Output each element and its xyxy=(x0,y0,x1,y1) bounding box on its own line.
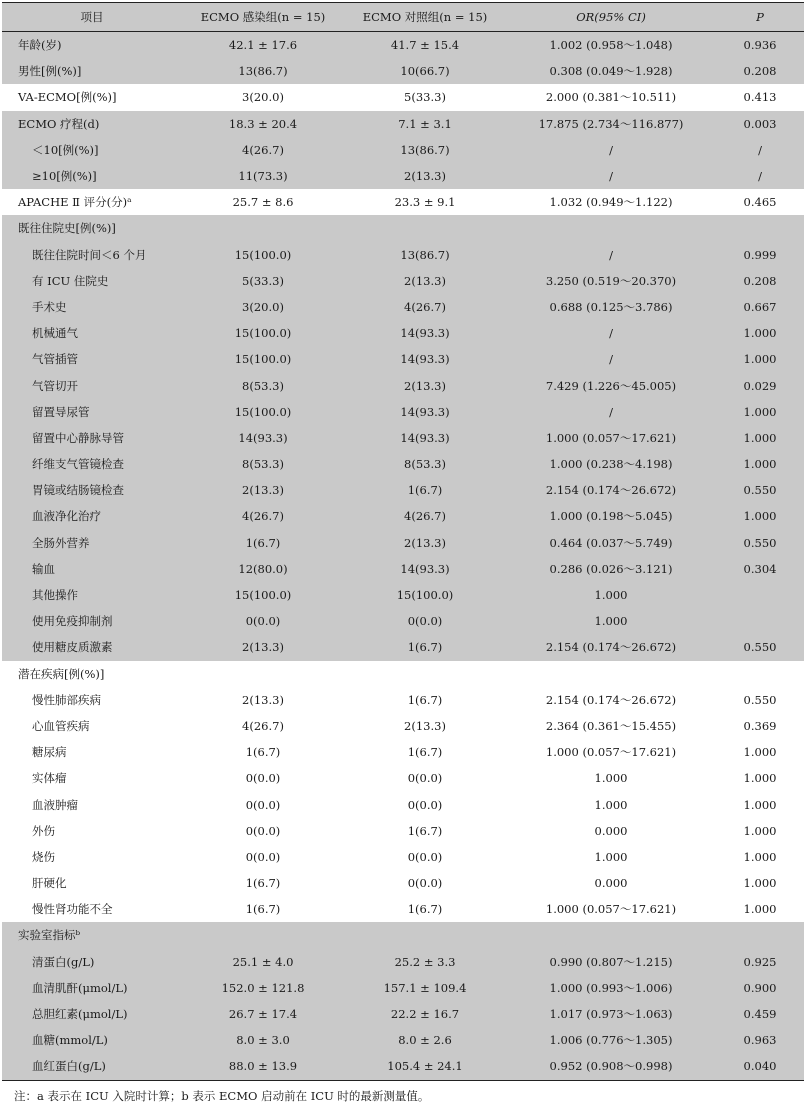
cell-infection-group: 25.1 ± 4.0 xyxy=(182,949,344,975)
cell-infection-group: 4(26.7) xyxy=(242,718,284,733)
table-row xyxy=(2,608,804,634)
cell-infection-group: 0(0.0) xyxy=(245,771,281,786)
cell-infection-group: 15(100.0) xyxy=(182,582,344,608)
table-row xyxy=(2,713,804,739)
cell-odds-ratio: 0.990 (0.807～1.215) xyxy=(506,949,716,975)
cell-odds-ratio: / xyxy=(506,137,716,163)
cell-control-group: 2(13.3) xyxy=(404,718,446,733)
row-label: 使用糖皮质激素 xyxy=(2,634,182,660)
cell-p-value: 0.369 xyxy=(743,718,777,733)
cell-control-group: 0(0.0) xyxy=(344,608,506,634)
cell-infection-group: 88.0 ± 13.9 xyxy=(182,1053,344,1080)
cell-odds-ratio: 1.000 xyxy=(594,797,628,812)
cell-odds-ratio: 0.952 (0.908～0.998) xyxy=(506,1053,716,1080)
cell-odds-ratio: 1.000 (0.993～1.006) xyxy=(506,975,716,1001)
cell-odds-ratio xyxy=(506,922,716,948)
cell-odds-ratio: 7.429 (1.226～45.005) xyxy=(506,372,716,398)
cell-control-group: 25.2 ± 3.3 xyxy=(344,949,506,975)
table-body xyxy=(2,32,804,1081)
cell-infection-group: 11(73.3) xyxy=(182,163,344,189)
row-label: 肝硬化 xyxy=(32,876,67,891)
cell-control-group: 105.4 ± 24.1 xyxy=(344,1053,506,1080)
cell-odds-ratio: 2.154 (0.174～26.672) xyxy=(545,692,677,707)
row-label: 男性[例(%)] xyxy=(2,58,182,84)
table-row xyxy=(2,372,804,398)
cell-odds-ratio: 0.688 (0.125～3.786) xyxy=(506,294,716,320)
cell-p-value: 1.000 xyxy=(716,451,804,477)
cell-p-value xyxy=(716,608,804,634)
cell-infection-group: 15(100.0) xyxy=(182,242,344,268)
cell-control-group: 8(53.3) xyxy=(344,451,506,477)
cell-control-group: 4(26.7) xyxy=(344,294,506,320)
row-label: 全肠外营养 xyxy=(2,530,182,556)
cell-odds-ratio: 1.000 xyxy=(506,582,716,608)
cell-control-group: 1(6.7) xyxy=(407,823,443,838)
cell-p-value: 0.900 xyxy=(716,975,804,1001)
cell-infection-group: 0(0.0) xyxy=(245,797,281,812)
table-row xyxy=(2,896,804,922)
table-row xyxy=(2,451,804,477)
cell-p-value: 1.000 xyxy=(716,425,804,451)
table-row xyxy=(2,922,804,948)
cell-infection-group: 25.7 ± 8.6 xyxy=(232,195,294,210)
cell-control-group: 2(13.3) xyxy=(344,530,506,556)
cell-odds-ratio: / xyxy=(506,242,716,268)
header-ecmo-infection-group: ECMO 感染组(n = 15) xyxy=(182,3,344,32)
row-label: 既往住院史[例(%)] xyxy=(2,215,182,241)
table-footnote: 注：a 表示在 ICU 入院时计算；b 表示 ECMO 启动前在 ICU 时的最新测量值。 xyxy=(14,1089,430,1103)
cell-p-value: 1.000 xyxy=(743,902,777,917)
cell-infection-group: 3(20.0) xyxy=(242,90,284,105)
cell-control-group: 0(0.0) xyxy=(407,849,443,864)
header-ecmo-control-group: ECMO 对照组(n = 15) xyxy=(344,3,506,32)
header-item: 项目 xyxy=(2,3,182,32)
row-label: APACHE Ⅱ 评分(分)ᵃ xyxy=(18,195,132,210)
cell-p-value: 1.000 xyxy=(716,503,804,529)
cell-control-group: 2(13.3) xyxy=(344,372,506,398)
table-row xyxy=(2,111,804,137)
cell-infection-group: 0(0.0) xyxy=(245,823,281,838)
cell-control-group: 22.2 ± 16.7 xyxy=(344,1001,506,1027)
row-label: 实验室指标ᵇ xyxy=(2,922,182,948)
cell-control-group: 2(13.3) xyxy=(344,163,506,189)
cell-control-group: 14(93.3) xyxy=(344,425,506,451)
row-label: 有 ICU 住院史 xyxy=(2,268,182,294)
cell-infection-group: 152.0 ± 121.8 xyxy=(182,975,344,1001)
cell-infection-group: 1(6.7) xyxy=(245,902,281,917)
cell-infection-group: 0(0.0) xyxy=(245,849,281,864)
cell-p-value: 0.963 xyxy=(716,1027,804,1053)
cell-infection-group: 15(100.0) xyxy=(182,399,344,425)
cell-odds-ratio: 1.000 (0.057～17.621) xyxy=(506,425,716,451)
table-row xyxy=(2,949,804,975)
table-row xyxy=(2,556,804,582)
row-label: 实体瘤 xyxy=(32,771,67,786)
row-label: 输血 xyxy=(2,556,182,582)
cell-odds-ratio: 1.000 xyxy=(594,771,628,786)
cell-control-group xyxy=(344,922,506,948)
cell-p-value: 0.999 xyxy=(716,242,804,268)
row-label: 血红蛋白(g/L) xyxy=(2,1053,182,1080)
cell-odds-ratio: 1.032 (0.949～1.122) xyxy=(549,195,673,210)
table-row xyxy=(2,346,804,372)
cell-odds-ratio xyxy=(506,661,716,687)
cell-odds-ratio: / xyxy=(506,320,716,346)
data-table xyxy=(2,2,804,1081)
table-row xyxy=(2,818,804,844)
cell-odds-ratio: 1.006 (0.776～1.305) xyxy=(506,1027,716,1053)
cell-odds-ratio: 2.154 (0.174～26.672) xyxy=(506,634,716,660)
row-label: VA-ECMO[例(%)] xyxy=(18,90,117,105)
cell-odds-ratio: / xyxy=(506,163,716,189)
row-label: 胃镜或结肠镜检查 xyxy=(2,477,182,503)
cell-control-group: 0(0.0) xyxy=(407,797,443,812)
cell-control-group: 2(13.3) xyxy=(344,268,506,294)
row-label: 使用免疫抑制剂 xyxy=(2,608,182,634)
row-label: 其他操作 xyxy=(2,582,182,608)
cell-control-group: 157.1 ± 109.4 xyxy=(344,975,506,1001)
cell-infection-group: 1(6.7) xyxy=(245,745,281,760)
cell-odds-ratio: 2.154 (0.174～26.672) xyxy=(506,477,716,503)
cell-odds-ratio: / xyxy=(506,399,716,425)
table-row xyxy=(2,1001,804,1027)
cell-odds-ratio: 1.000 (0.057～17.621) xyxy=(545,902,677,917)
header-p-value: P xyxy=(716,3,804,32)
cell-p-value: 0.003 xyxy=(716,111,804,137)
cell-control-group: 8.0 ± 2.6 xyxy=(344,1027,506,1053)
table-row xyxy=(2,425,804,451)
table-row xyxy=(2,975,804,1001)
table-row xyxy=(2,791,804,817)
cell-control-group: 14(93.3) xyxy=(344,399,506,425)
cell-control-group: 4(26.7) xyxy=(344,503,506,529)
row-label: ≥10[例(%)] xyxy=(2,163,182,189)
row-label: 血液净化治疗 xyxy=(2,503,182,529)
cell-p-value: 0.465 xyxy=(743,195,777,210)
cell-control-group: 1(6.7) xyxy=(407,902,443,917)
cell-control-group: 23.3 ± 9.1 xyxy=(394,195,456,210)
cell-odds-ratio: 1.000 (0.238～4.198) xyxy=(506,451,716,477)
cell-infection-group xyxy=(182,661,344,687)
cell-infection-group: 13(86.7) xyxy=(182,58,344,84)
row-label: 留置中心静脉导管 xyxy=(2,425,182,451)
row-label: 留置导尿管 xyxy=(2,399,182,425)
table-row xyxy=(2,58,804,84)
row-label: 手术史 xyxy=(2,294,182,320)
cell-control-group: 7.1 ± 3.1 xyxy=(344,111,506,137)
cell-infection-group: 8(53.3) xyxy=(182,372,344,398)
cell-p-value: 1.000 xyxy=(716,346,804,372)
table-row xyxy=(2,242,804,268)
table-row xyxy=(2,634,804,660)
row-label: 慢性肾功能不全 xyxy=(32,902,113,917)
cell-p-value: 0.459 xyxy=(716,1001,804,1027)
cell-p-value: 1.000 xyxy=(743,771,777,786)
cell-odds-ratio: 2.000 (0.381～10.511) xyxy=(545,90,677,105)
cell-p-value: 1.000 xyxy=(743,876,777,891)
cell-p-value: 1.000 xyxy=(743,849,777,864)
cell-p-value: / xyxy=(716,163,804,189)
row-label: 血糖(mmol/L) xyxy=(2,1027,182,1053)
cell-p-value: 0.550 xyxy=(716,530,804,556)
cell-infection-group: 0(0.0) xyxy=(182,608,344,634)
cell-control-group: 5(33.3) xyxy=(404,90,446,105)
cell-odds-ratio: / xyxy=(506,346,716,372)
cell-odds-ratio: 0.000 xyxy=(594,876,628,891)
cell-control-group: 15(100.0) xyxy=(344,582,506,608)
cell-infection-group: 2(13.3) xyxy=(182,634,344,660)
cell-odds-ratio: 0.464 (0.037～5.749) xyxy=(506,530,716,556)
cell-control-group: 1(6.7) xyxy=(344,634,506,660)
cell-p-value: / xyxy=(716,137,804,163)
cell-infection-group: 1(6.7) xyxy=(245,876,281,891)
cell-p-value: 0.550 xyxy=(716,634,804,660)
row-label: 清蛋白(g/L) xyxy=(2,949,182,975)
cell-odds-ratio: 0.308 (0.049～1.928) xyxy=(506,58,716,84)
cell-p-value: 0.550 xyxy=(716,477,804,503)
cell-p-value: 0.040 xyxy=(716,1053,804,1080)
table-row xyxy=(2,268,804,294)
cell-odds-ratio: 1.000 (0.198～5.045) xyxy=(506,503,716,529)
cell-infection-group: 26.7 ± 17.4 xyxy=(182,1001,344,1027)
cell-infection-group: 8.0 ± 3.0 xyxy=(182,1027,344,1053)
cell-infection-group: 5(33.3) xyxy=(182,268,344,294)
table-row xyxy=(2,84,804,110)
table-row xyxy=(2,739,804,765)
cell-p-value: 1.000 xyxy=(743,797,777,812)
cell-p-value: 0.208 xyxy=(716,58,804,84)
cell-p-value: 1.000 xyxy=(716,320,804,346)
cell-odds-ratio: 17.875 (2.734～116.877) xyxy=(506,111,716,137)
cell-control-group: 1(6.7) xyxy=(344,477,506,503)
table-row xyxy=(2,661,804,687)
cell-infection-group: 4(26.7) xyxy=(182,503,344,529)
row-label: 慢性肺部疾病 xyxy=(32,692,101,707)
cell-odds-ratio: 1.000 xyxy=(594,849,628,864)
cell-p-value xyxy=(716,661,804,687)
cell-control-group: 0(0.0) xyxy=(407,771,443,786)
cell-infection-group: 42.1 ± 17.6 xyxy=(182,32,344,59)
table-header-row xyxy=(2,3,804,32)
table-row xyxy=(2,215,804,241)
cell-control-group: 41.7 ± 15.4 xyxy=(344,32,506,59)
cell-p-value: 1.000 xyxy=(743,823,777,838)
cell-infection-group: 15(100.0) xyxy=(182,320,344,346)
cell-infection-group: 2(13.3) xyxy=(182,477,344,503)
row-label: 气管插管 xyxy=(2,346,182,372)
table-row xyxy=(2,1027,804,1053)
row-label: 既往住院时间＜6 个月 xyxy=(2,242,182,268)
table-row xyxy=(2,137,804,163)
cell-odds-ratio: 2.364 (0.361～15.455) xyxy=(545,718,677,733)
cell-p-value: 0.029 xyxy=(716,372,804,398)
row-label: ＜10[例(%)] xyxy=(2,137,182,163)
table-row xyxy=(2,320,804,346)
table-row xyxy=(2,687,804,713)
header-odds-ratio: OR(95% CI) xyxy=(506,3,716,32)
cell-infection-group: 14(93.3) xyxy=(182,425,344,451)
cell-p-value: 0.550 xyxy=(743,692,777,707)
cell-infection-group xyxy=(182,922,344,948)
row-label: 气管切开 xyxy=(2,372,182,398)
cell-control-group: 0(0.0) xyxy=(407,876,443,891)
row-label: 潜在疾病[例(%)] xyxy=(18,666,105,681)
row-label: 血清肌酐(μmol/L) xyxy=(2,975,182,1001)
table-row xyxy=(2,163,804,189)
table-row xyxy=(2,765,804,791)
cell-odds-ratio: 1.000 xyxy=(506,608,716,634)
cell-infection-group: 12(80.0) xyxy=(182,556,344,582)
table-row xyxy=(2,32,804,59)
cell-p-value xyxy=(716,215,804,241)
cell-control-group: 13(86.7) xyxy=(344,137,506,163)
table-row xyxy=(2,530,804,556)
row-label: 外伤 xyxy=(32,823,55,838)
cell-control-group: 14(93.3) xyxy=(344,320,506,346)
cell-odds-ratio xyxy=(506,215,716,241)
cell-control-group xyxy=(344,215,506,241)
cell-p-value xyxy=(716,582,804,608)
cell-odds-ratio: 0.000 xyxy=(594,823,628,838)
cell-infection-group: 15(100.0) xyxy=(182,346,344,372)
row-label: ECMO 疗程(d) xyxy=(2,111,182,137)
row-label: 血液肿瘤 xyxy=(32,797,78,812)
table-row xyxy=(2,870,804,896)
row-label: 烧伤 xyxy=(32,849,55,864)
cell-odds-ratio: 3.250 (0.519～20.370) xyxy=(506,268,716,294)
row-label: 心血管疾病 xyxy=(32,718,90,733)
row-label: 机械通气 xyxy=(2,320,182,346)
cell-odds-ratio: 1.000 (0.057～17.621) xyxy=(545,745,677,760)
table-row xyxy=(2,1053,804,1080)
table-row xyxy=(2,399,804,425)
cell-odds-ratio: 1.002 (0.958～1.048) xyxy=(506,32,716,59)
table-row xyxy=(2,477,804,503)
cell-p-value: 0.413 xyxy=(743,90,777,105)
cell-p-value: 0.925 xyxy=(716,949,804,975)
table-row xyxy=(2,294,804,320)
cell-control-group: 10(66.7) xyxy=(344,58,506,84)
table-row xyxy=(2,582,804,608)
cell-infection-group: 8(53.3) xyxy=(182,451,344,477)
cell-odds-ratio: 1.017 (0.973～1.063) xyxy=(506,1001,716,1027)
row-label: 糖尿病 xyxy=(32,745,67,760)
cell-control-group: 13(86.7) xyxy=(344,242,506,268)
cell-p-value: 0.667 xyxy=(716,294,804,320)
cell-infection-group: 4(26.7) xyxy=(182,137,344,163)
cell-infection-group xyxy=(182,215,344,241)
cell-control-group: 14(93.3) xyxy=(344,556,506,582)
table-row xyxy=(2,503,804,529)
cell-control-group xyxy=(344,661,506,687)
cell-p-value: 1.000 xyxy=(743,745,777,760)
table-row xyxy=(2,844,804,870)
cell-infection-group: 18.3 ± 20.4 xyxy=(182,111,344,137)
cell-p-value xyxy=(716,922,804,948)
cell-control-group: 1(6.7) xyxy=(407,745,443,760)
cell-odds-ratio: 0.286 (0.026～3.121) xyxy=(506,556,716,582)
cell-infection-group: 1(6.7) xyxy=(182,530,344,556)
cell-infection-group: 2(13.3) xyxy=(242,692,284,707)
table-row xyxy=(2,189,804,215)
row-label: 纤维支气管镜检查 xyxy=(2,451,182,477)
cell-infection-group: 3(20.0) xyxy=(182,294,344,320)
cell-p-value: 0.304 xyxy=(716,556,804,582)
row-label: 年龄(岁) xyxy=(2,32,182,59)
cell-p-value: 0.208 xyxy=(716,268,804,294)
row-label: 总胆红素(μmol/L) xyxy=(2,1001,182,1027)
cell-p-value: 1.000 xyxy=(716,399,804,425)
cell-control-group: 14(93.3) xyxy=(344,346,506,372)
cell-control-group: 1(6.7) xyxy=(407,692,443,707)
cell-p-value: 0.936 xyxy=(716,32,804,59)
